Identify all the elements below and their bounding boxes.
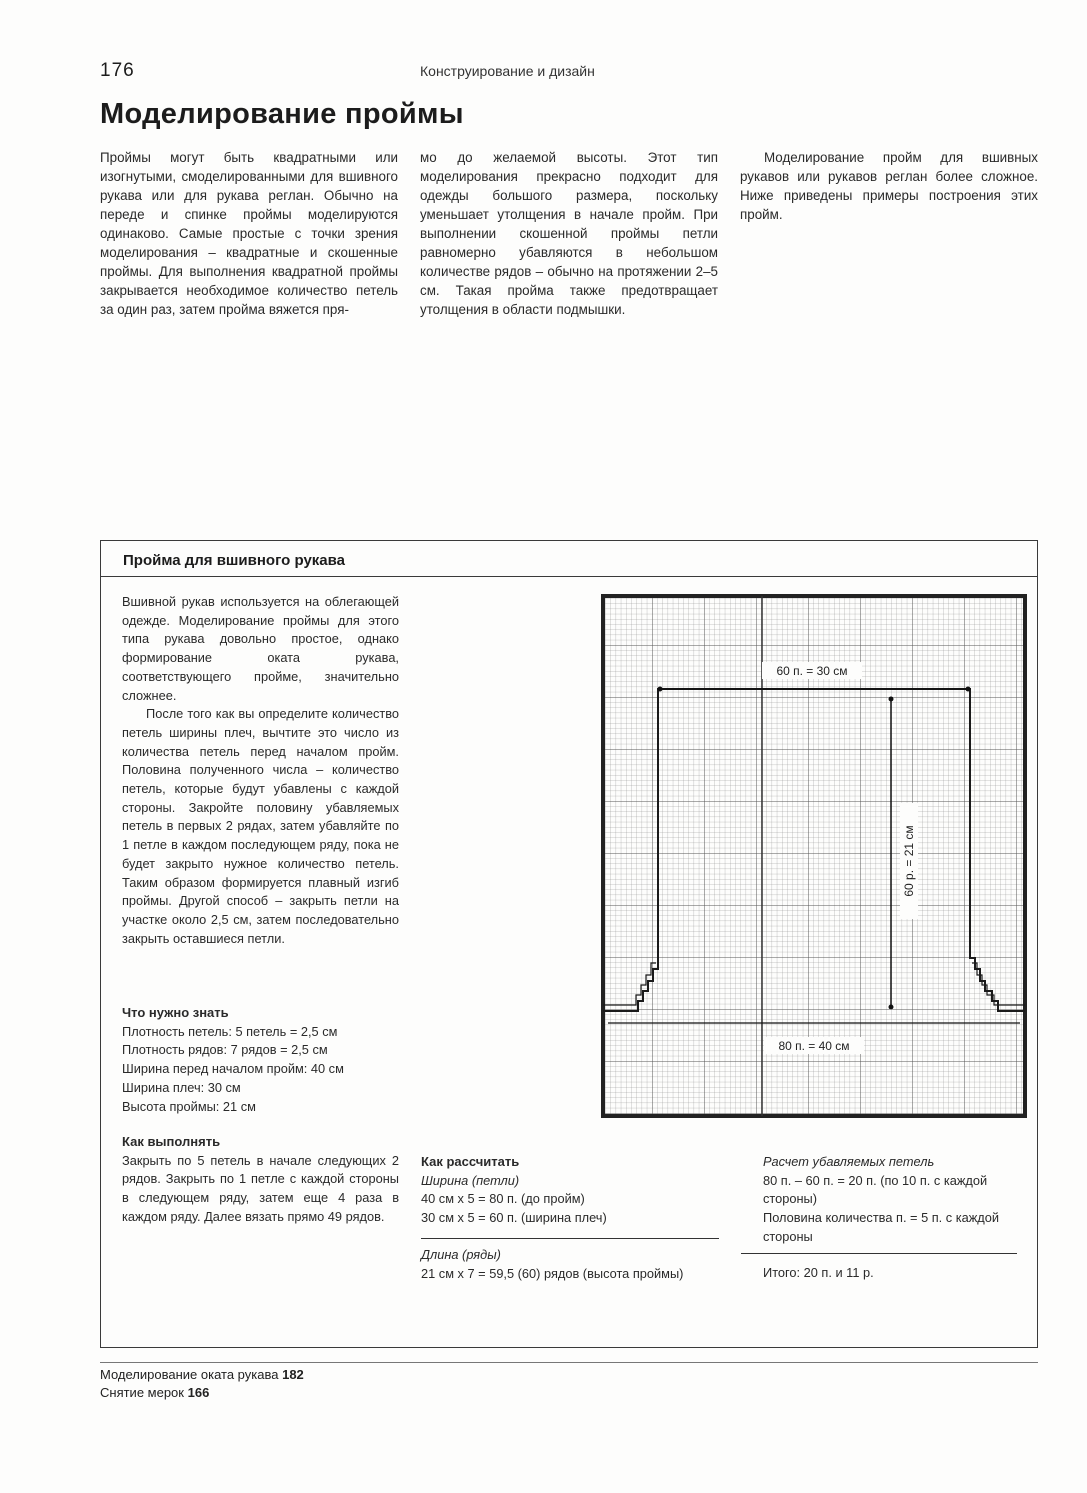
howto-heading: Как выполнять <box>122 1134 221 1149</box>
intro-column-3 <box>740 148 1038 224</box>
footer-link-2-page: 166 <box>187 1385 210 1400</box>
side-dimension-label: 60 р. = 21 см <box>902 825 916 897</box>
howto-text: Закрыть по 5 петель в начале следующих 2 рядов. Закрыть по 1 петле с каждой стороны в следующем ряду, затем еще 4 раза в каждом ряду. Далее вязать прямо 49 рядов. <box>122 1152 399 1224</box>
intro-text-1: Проймы могут быть квадратными или изогнутыми, смоделированными для вшивного рукава или для рукава реглан. Обычно на переде и спинке проймы моделируются одинаково. Самые простые с точки зрения моделирования – квадратные и скошенные проймы. Для выполнения квадратной проймы закрывается необходимое количество петель за один раз, затем пройма вяжется пря- <box>100 150 398 317</box>
box-paragraph-2: После того как вы определите количество петель ширины плеч, вычтите это число из количества петель перед началом пройм. Половина полученного числа – количество петель, которые будут убавлены с каждой стороны. Закройте половину убавляемых петель в первых 2 рядах, затем убавляйте по 1 петле в каждом последующем ряду, пока не будет закрыто нужное количество петель. Таким образом формируется плавный изгиб проймы. Другой способ – закрыть петли на участке около 2,5 см, затем последовательно закрыть оставшиеся петли. <box>122 706 399 946</box>
calc-divider <box>421 1238 719 1239</box>
howto-section <box>122 1133 399 1227</box>
intro-column-1 <box>100 148 398 319</box>
decrease-total: Итого: 20 п. и 11 р. <box>763 1265 874 1280</box>
decrease-line-2: Половина количества п. = 5 п. с каждой стороны <box>763 1210 1000 1244</box>
know-line: Плотность рядов: 7 рядов = 2,5 см <box>122 1042 328 1058</box>
decrease-section <box>763 1153 1021 1247</box>
know-line: Высота проймы: 21 см <box>122 1098 256 1114</box>
calc-length <box>421 1246 719 1283</box>
dimension-dot <box>889 1005 894 1010</box>
decrease-line-1: 80 п. – 60 п. = 20 п. (по 10 п. с каждой стороны) <box>763 1172 988 1207</box>
decrease-label: Расчет убавляемых петель <box>763 1154 935 1169</box>
footer-divider <box>100 1362 1038 1363</box>
know-line: Плотность петель: 5 петель = 2,5 см <box>122 1023 338 1039</box>
footer-link-2-text: Снятие мерок <box>100 1385 184 1400</box>
dimension-dot <box>658 687 663 692</box>
calc-width-line: 30 см x 5 = 60 п. (ширина плеч) <box>421 1210 607 1226</box>
page-number: 176 <box>100 60 135 81</box>
grid-chart <box>600 593 1030 1123</box>
dimension-dot <box>889 697 894 702</box>
calc-length-text: 21 см x 7 = 59,5 (60) рядов (высота проймы) <box>421 1265 684 1281</box>
footer-link-2[interactable] <box>100 1385 209 1400</box>
intro-text-2: мо до желаемой высоты. Этот тип моделирования прекрасно подходит для одежды большого размера, поскольку уменьшает утолщения в начале пройм. При выполнении скошенной проймы петли равномерно убавляются в небольшом количестве рядов – обычно на протяжении 2–5 см. Такая пройма также предотвращает утолщения в области подмышки. <box>420 150 718 317</box>
calc-heading: Как рассчитать <box>421 1154 520 1169</box>
box-paragraph-1: Вшивной рукав используется на облегающей одежде. Моделирование проймы для этого типа рукава довольно простое, однако формирование оката рукава, соответствующего пройме, значительно сложнее. <box>122 594 399 703</box>
footer-link-1-page: 182 <box>282 1367 304 1382</box>
box-left-column <box>122 593 399 948</box>
footer-link-1[interactable] <box>100 1367 304 1382</box>
armhole-diagram <box>600 593 1030 1128</box>
know-line: Ширина перед началом пройм: 40 см <box>122 1061 344 1077</box>
footer-link-1-text: Моделирование оката рукава <box>100 1367 279 1382</box>
box-title-bar <box>101 541 1037 577</box>
calc-section <box>421 1153 719 1228</box>
calc-width-line: 40 см x 5 = 80 п. (до пройм) <box>421 1191 585 1207</box>
calc-length-label: Длина (ряды) <box>421 1247 501 1262</box>
page-title: Моделирование проймы <box>100 98 464 130</box>
know-heading: Что нужно знать <box>122 1005 229 1020</box>
bottom-dimension-label: 80 п. = 40 см <box>778 1039 850 1053</box>
dimension-dot <box>966 687 971 692</box>
know-line: Ширина плеч: 30 см <box>122 1079 241 1095</box>
intro-column-2 <box>420 148 718 319</box>
box-title: Пройма для вшивного рукава <box>123 552 345 569</box>
running-header: Конструирование и дизайн <box>420 63 595 79</box>
top-dimension-label: 60 п. = 30 см <box>776 664 848 678</box>
calc-width-label: Ширина (петли) <box>421 1172 520 1188</box>
intro-text-3: Моделирование пройм для вшивных рукавов или рукавов реглан более сложное. Ниже приведены примеры построения этих пройм. <box>740 150 1038 222</box>
know-section <box>122 1004 412 1116</box>
decrease-divider <box>741 1253 1017 1254</box>
